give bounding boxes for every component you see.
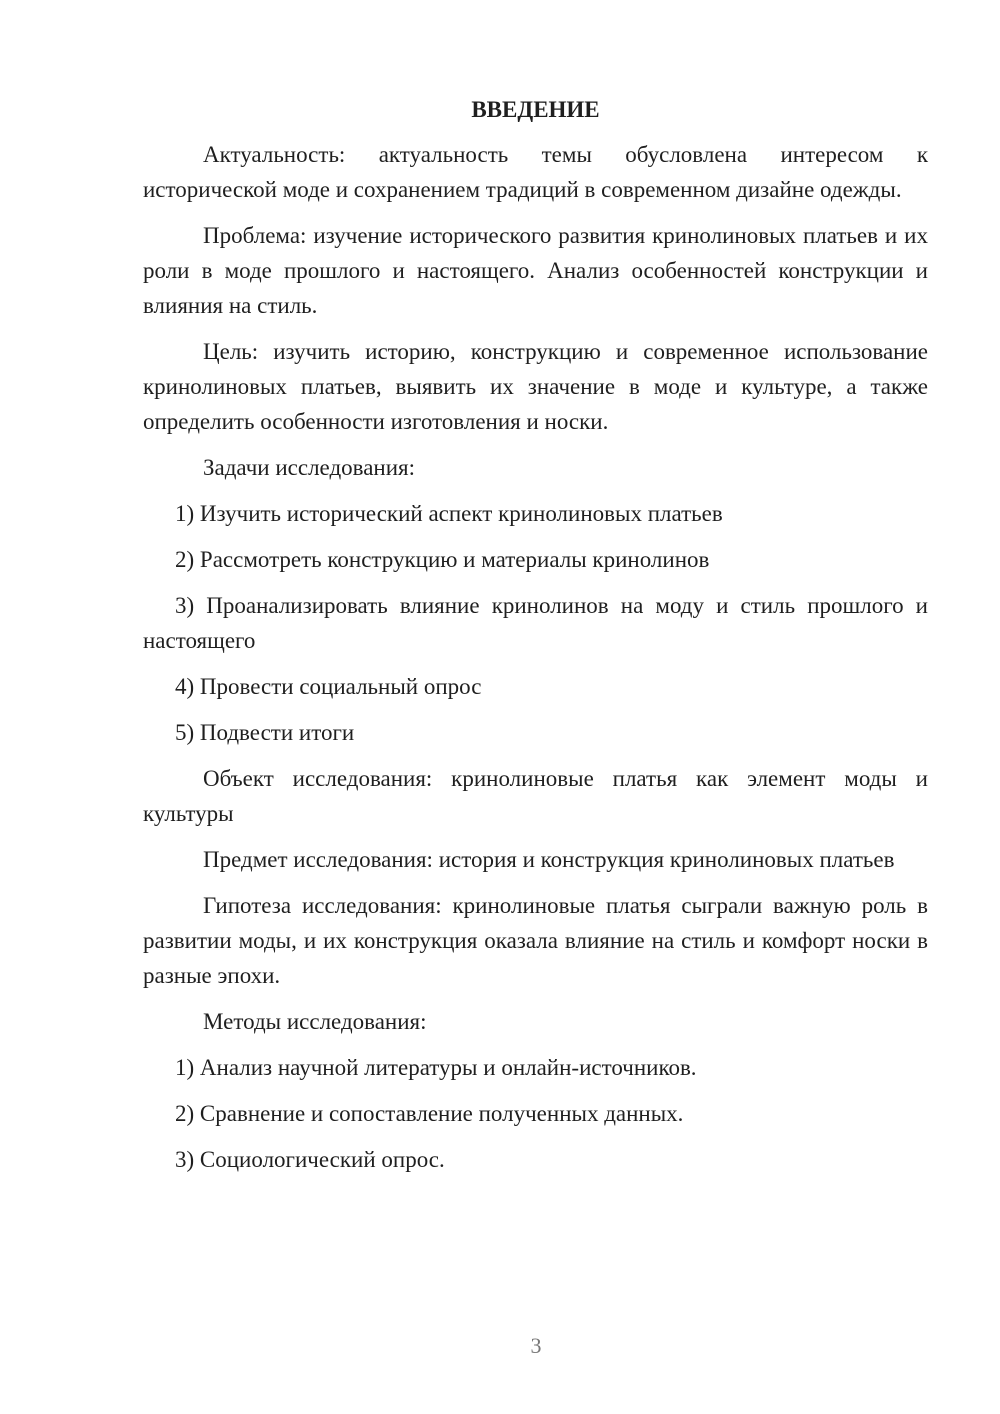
document-body xyxy=(143,92,928,1188)
goal-paragraph: Цель: изучить историю, конструкцию и современное использование кринолиновых платьев, выявить их значение в моде и культуре, а также определить особенности изготовления и носки. xyxy=(143,339,928,434)
relevance-paragraph: Актуальность: актуальность темы обусловлена интересом к исторической моде и сохранением традиций в современном дизайне одежды. xyxy=(143,142,928,202)
methods-list xyxy=(143,1050,928,1177)
page-number: 3 xyxy=(530,1333,542,1358)
task-item: 4) Провести социальный опрос xyxy=(175,674,482,699)
task-item: 2) Рассмотреть конструкцию и материалы кринолинов xyxy=(175,547,710,572)
tasks-heading: Задачи исследования: xyxy=(203,455,416,480)
methods-heading: Методы исследования: xyxy=(203,1009,427,1034)
object-paragraph: Объект исследования: кринолиновые платья как элемент моды и культуры xyxy=(143,766,928,826)
subject-paragraph: Предмет исследования: история и конструкция кринолиновых платьев xyxy=(203,847,895,872)
task-item: 1) Изучить исторический аспект кринолиновых платьев xyxy=(175,501,723,526)
method-item: 3) Социологический опрос. xyxy=(175,1147,445,1172)
task-item: 3) Проанализировать влияние кринолинов на моду и стиль прошлого и настоящего xyxy=(143,593,928,653)
hypothesis-paragraph: Гипотеза исследования: кринолиновые платья сыграли важную роль в развитии моды, и их конструкция оказала влияние на стиль и комфорт носки в разные эпохи. xyxy=(143,893,928,988)
problem-paragraph: Проблема: изучение исторического развития кринолиновых платьев и их роли в моде прошлого и настоящего. Анализ особенностей конструкции и влияния на стиль. xyxy=(143,223,928,318)
method-item: 1) Анализ научной литературы и онлайн-источников. xyxy=(175,1055,697,1080)
task-item: 5) Подвести итоги xyxy=(175,720,355,745)
method-item: 2) Сравнение и сопоставление полученных данных. xyxy=(175,1101,684,1126)
document-title: ВВЕДЕНИЕ xyxy=(471,97,600,122)
tasks-list xyxy=(143,496,928,750)
